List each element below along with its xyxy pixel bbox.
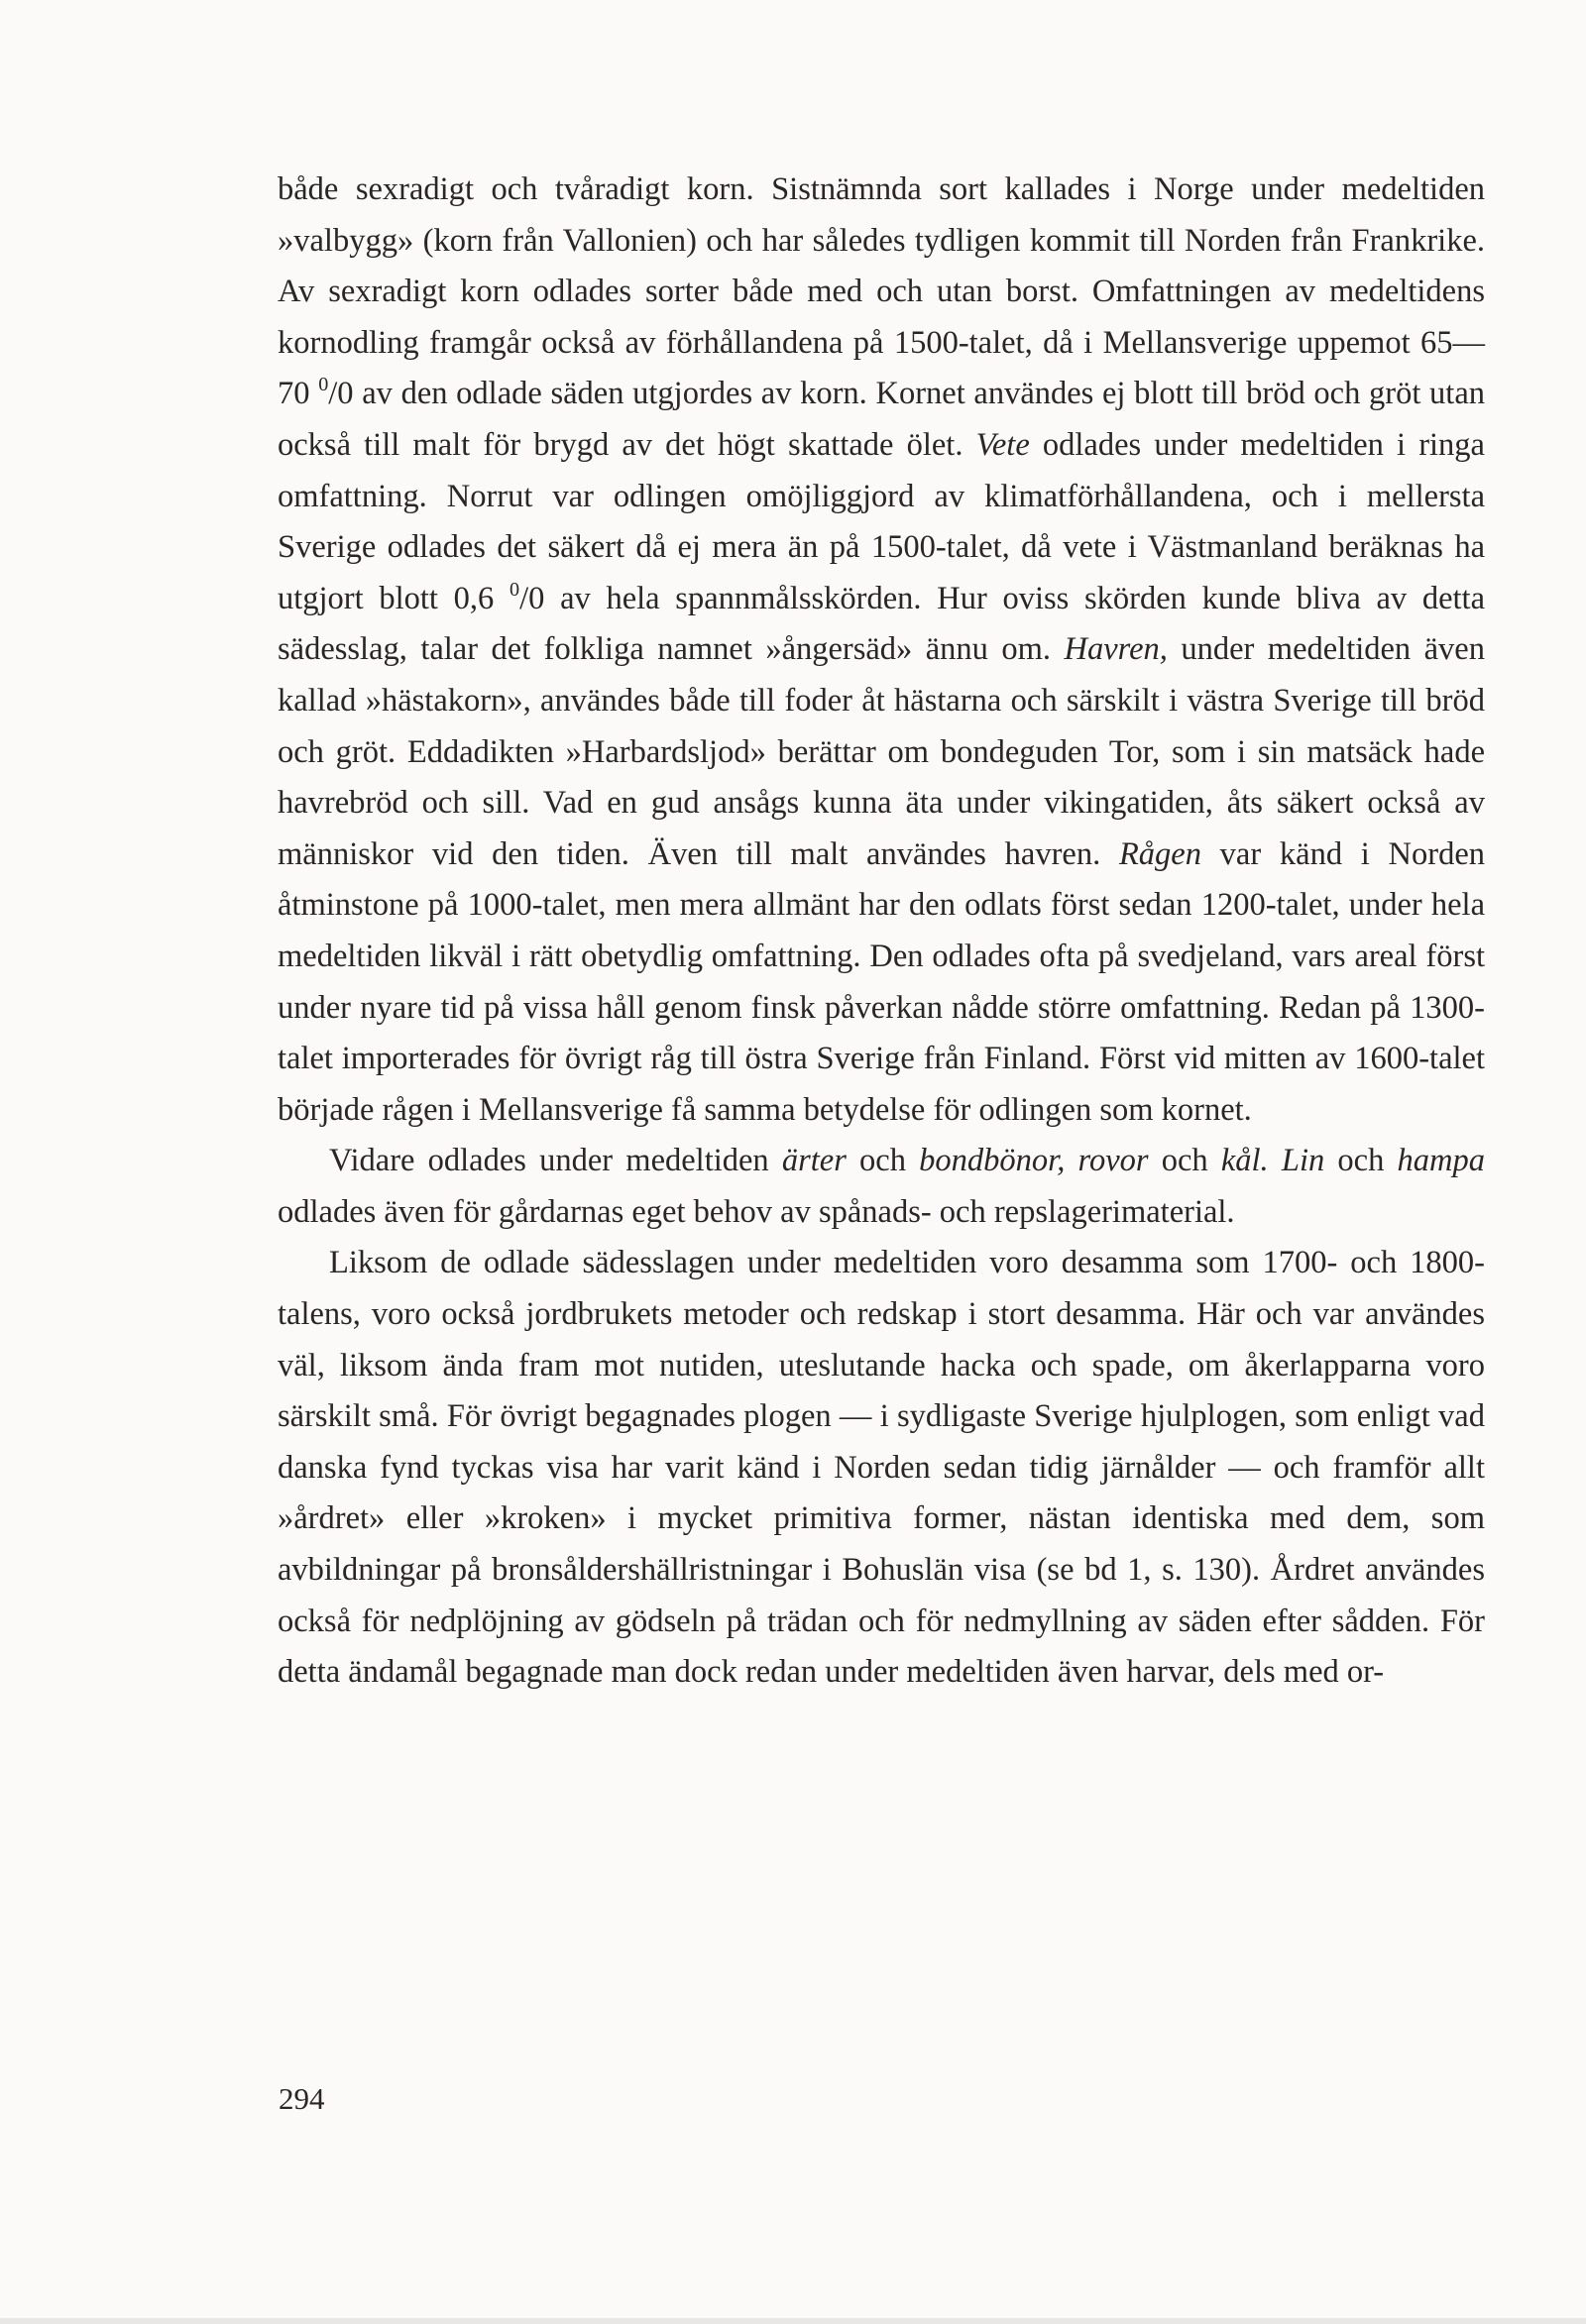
- text-run: och: [1148, 1143, 1221, 1179]
- italic-term: kål.: [1220, 1143, 1269, 1179]
- percent-superscript: 0: [318, 374, 329, 396]
- text-run: Vidare odlades under medeltiden: [329, 1143, 782, 1179]
- text-run: och: [846, 1143, 920, 1179]
- text-run: odlades även för gårdarnas eget behov av spånads- och repslagerimaterial.: [278, 1193, 1235, 1230]
- italic-term: Rågen: [1118, 835, 1201, 872]
- text-run: under medeltiden även kallad »hästakorn», användes både till foder åt hästarna och särskilt i västra Sverige till bröd och gröt. Eddadikten »Harbardsljod» berättar om bondeguden Tor, som i sin matsäck hade havrebröd och sill. Vad en gud ansågs kunna äta under vikingatiden, åts säkert också av människor vid den tiden. Även till malt användes havren.: [278, 631, 1485, 872]
- italic-term: hampa: [1397, 1143, 1486, 1179]
- text-run: /0 av den odlade säden utgjordes av korn. Kornet användes ej blott till bröd och gröt utan också till malt för brygd av det högt skattade ölet.: [278, 376, 1486, 463]
- italic-term: Lin: [1281, 1143, 1325, 1179]
- text-run: odlades under medeltiden i ringa omfattning. Norrut var odlingen omöjliggjord av klimatförhållandena, och i mellersta Sverige odlades det säkert då ej mera än på 1500-talet, då vete i Västmanland beräknas ha utgjort blott 0,6: [278, 426, 1485, 616]
- text-run: både sexradigt och tvåradigt korn. Sistnämnda sort kallades i Norge under medeltiden »valbygg» (korn från Vallonien) och har således tydligen kommit till Norden från Frankrike. Av sexradigt korn odlades sorter både med och utan borst. Omfattningen av medeltidens kornodling framgår också av förhållandena på 1500-talet, då i Mellansverige uppemot 65—70: [278, 171, 1485, 412]
- text-run: /0 av hela spannmålsskörden. Hur oviss skörden kunde bliva av detta sädesslag, talar det folkliga namnet »ångersäd» ännu om.: [278, 580, 1486, 668]
- italic-term: ärter: [781, 1143, 847, 1179]
- paragraph: [278, 1136, 1485, 1238]
- paragraph: [278, 165, 1485, 1136]
- text-run: Liksom de odlade sädesslagen under medeltiden voro desamma som 1700- och 1800-talens, voro också jordbrukets metoder och redskap i stort desamma. Här och var användes väl, liksom ända fram mot nutiden, uteslutande hacka och spade, om åkerlapparna voro särskilt små. För övrigt begagnades plogen — i sydligaste Sverige hjulplogen, som enligt vad danska fynd tyckas visa har varit känd i Norden sedan tidig järnålder — och framför allt »årdret» eller »kroken» i mycket primitiva former, nästan identiska med dem, som avbildningar på bronsåldershällristningar i Bohuslän visa (se bd 1, s. 130). Årdret användes också för nedplöjning av gödseln på trädan och för nedmyllning av säden efter sådden. För detta ändamål begagnade man dock redan under medeltiden även harvar, dels med or-: [278, 1245, 1485, 1691]
- text-run: [1269, 1143, 1282, 1178]
- italic-term: bondbönor, rovor: [919, 1143, 1149, 1179]
- page-bottom-edge: [0, 2318, 1586, 2324]
- body-text: [278, 165, 1485, 1699]
- italic-term: Vete: [975, 426, 1030, 463]
- text-run: och: [1324, 1143, 1398, 1179]
- page-number: 294: [279, 2081, 325, 2116]
- paragraph: [278, 1238, 1485, 1698]
- italic-term: Havren,: [1064, 631, 1168, 668]
- percent-superscript: 0: [510, 578, 520, 601]
- text-run: var känd i Norden åtminstone på 1000-talet, men mera allmänt har den odlats först sedan 1200-talet, under hela medeltiden likväl i rätt obetydlig omfattning. Den odlades ofta på svedjeland, vars areal först under nyare tid på vissa håll genom finsk påverkan nådde större omfattning. Redan på 1300-talet importerades för övrigt råg till östra Sverige från Finland. Först vid mitten av 1600-talet började rågen i Mellansverige få samma betydelse för odlingen som kornet.: [278, 835, 1485, 1128]
